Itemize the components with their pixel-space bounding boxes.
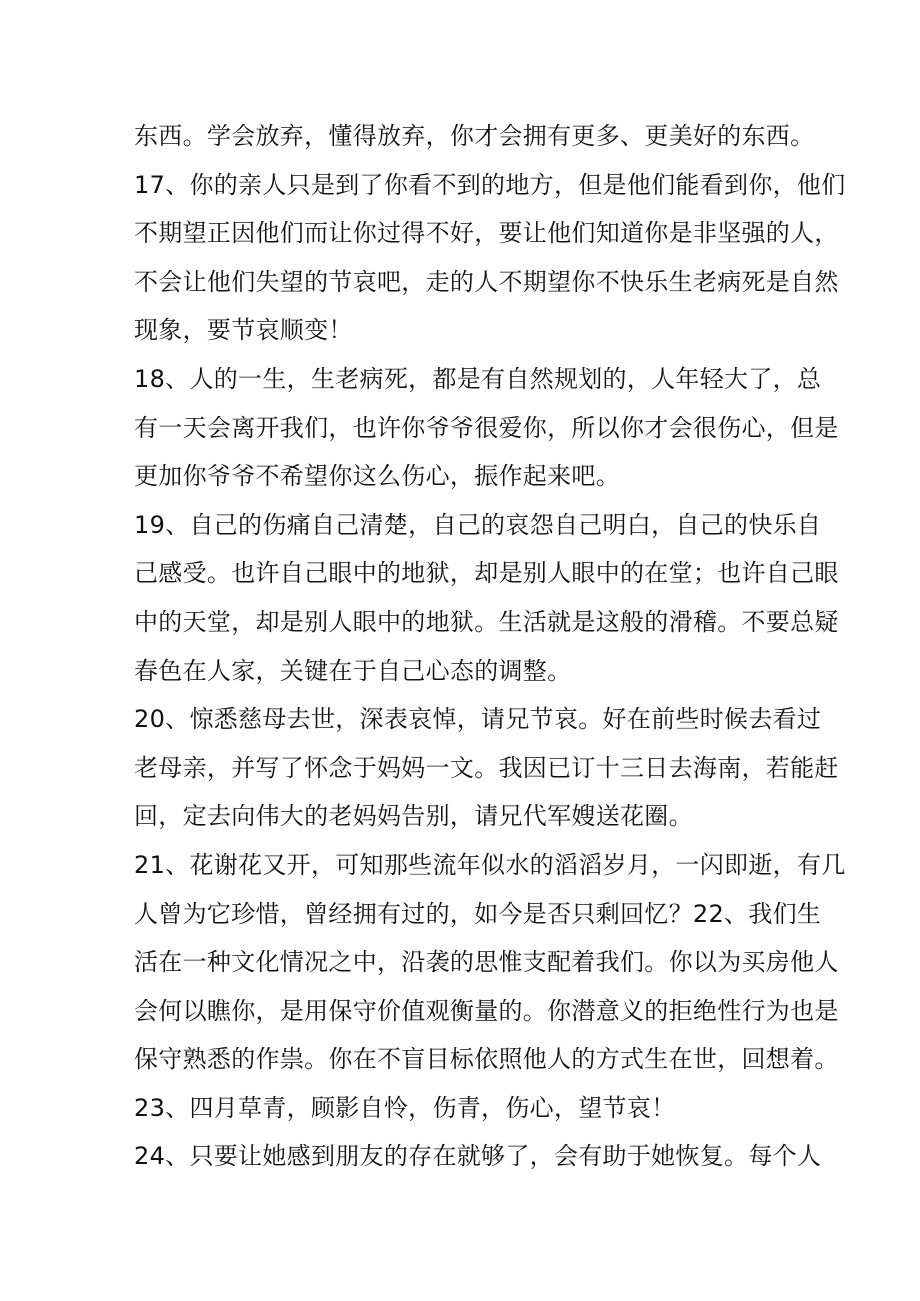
- text-line: 保守熟悉的作祟。你在不盲目标依照他人的方式生在世，回想着。: [134, 1045, 839, 1074]
- text-line: 24、只要让她感到朋友的存在就够了，会有助于她恢复。每个人: [134, 1142, 822, 1171]
- text-line: 春色在人家，关键在于自己心态的调整。: [134, 656, 572, 685]
- text-line: 活在一种文化情况之中，沿袭的思惟支配着我们。你以为买房他人: [134, 948, 839, 977]
- text-line: 现象，要节哀顺变！: [134, 316, 353, 345]
- text-line: 不期望正因他们而让你过得不好，要让他们知道你是非坚强的人，: [134, 219, 839, 248]
- text-line: 东西。学会放弃，懂得放弃，你才会拥有更多、更美好的东西。: [134, 122, 815, 150]
- text-line: 不会让他们失望的节哀吧，走的人不期望你不快乐生老病死是自然: [134, 267, 839, 296]
- text-line: 中的天堂，却是别人眼中的地狱。生活就是这般的滑稽。不要总疑: [134, 607, 839, 636]
- text-line: 更加你爷爷不希望你这么伤心，振作起来吧。: [134, 462, 620, 491]
- text-line: 己感受。也许自己眼中的地狱，却是别人眼中的在堂；也许自己眼: [134, 559, 839, 588]
- body-text: [134, 112, 846, 1181]
- text-line: 17、你的亲人只是到了你看不到的地方，但是他们能看到你，他们: [134, 170, 846, 199]
- text-line: 21、花谢花又开，可知那些流年似水的滔滔岁月，一闪即逝，有几: [134, 850, 846, 879]
- text-line: 20、惊悉慈母去世，深表哀悼，请兄节哀。好在前些时候去看过: [134, 705, 822, 734]
- text-line: 老母亲，并写了怀念于妈妈一文。我因已订十三日去海南，若能赶: [134, 753, 839, 782]
- text-line: 23、四月草青，顾影自怜，伤青，伤心，望节哀！: [134, 1093, 676, 1122]
- text-line: 19、自己的伤痛自己清楚，自己的哀怨自己明白，自己的快乐自: [134, 510, 822, 539]
- text-line: 18、人的一生，生老病死，都是有自然规划的，人年轻大了，总: [134, 364, 822, 393]
- text-line: 会何以瞧你，是用保守价值观衡量的。你潜意义的拒绝性行为也是: [134, 996, 839, 1025]
- text-line: 有一天会离开我们，也许你爷爷很爱你，所以你才会很伤心，但是: [134, 413, 839, 442]
- text-line: 人曾为它珍惜，曾经拥有过的，如今是否只剩回忆？22、我们生: [134, 899, 822, 928]
- text-line: 回，定去向伟大的老妈妈告别，请兄代军嫂送花圈。: [134, 802, 693, 831]
